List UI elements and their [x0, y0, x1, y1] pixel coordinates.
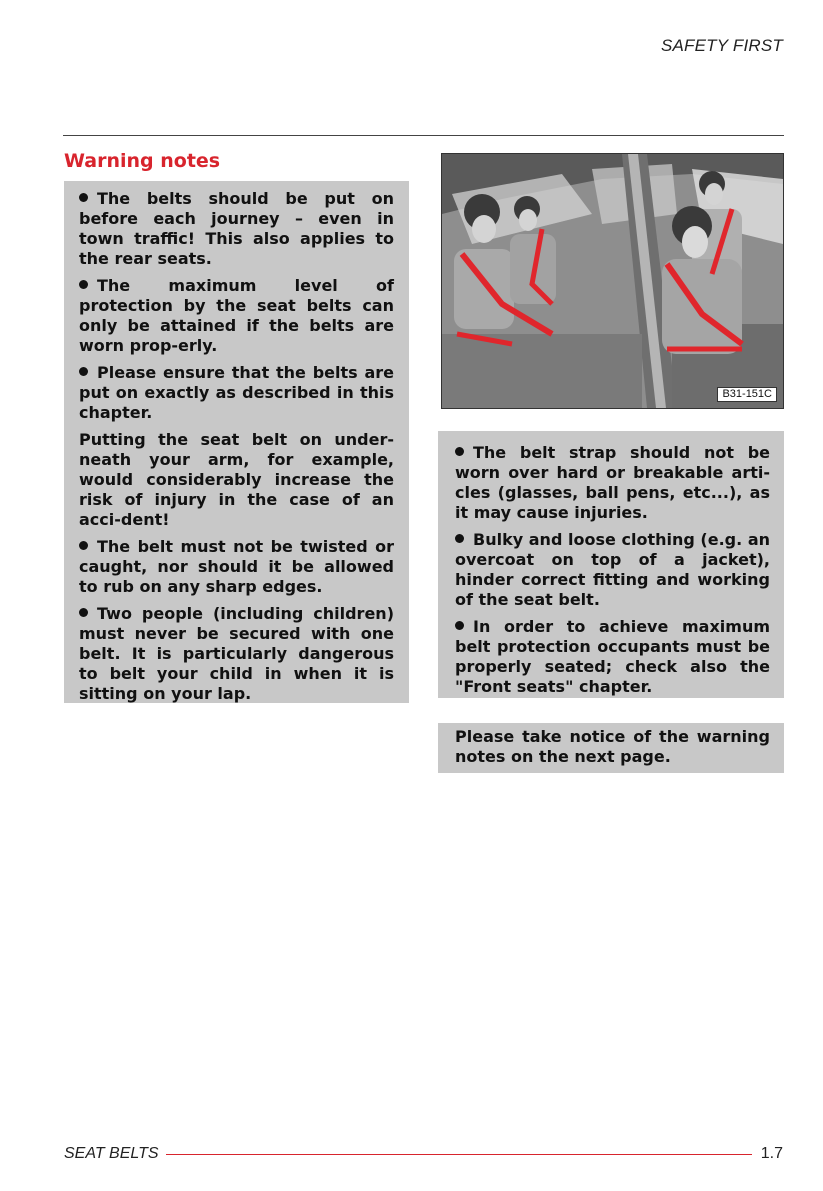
warning-paragraph	[79, 363, 394, 423]
warning-text: Two people (including children) must never be secured with one belt. It is particularly dangerous to belt your child in when it is sitting on your lap.	[79, 604, 394, 703]
bullet-dot-icon	[455, 534, 464, 543]
bullet-dot-icon	[79, 608, 88, 617]
header-rule	[63, 135, 784, 136]
warning-paragraph	[79, 537, 394, 597]
warning-paragraph	[455, 443, 770, 523]
warning-text: In order to achieve maximum belt protection occupants must be properly seated; check also the "Front seats" chapter.	[455, 617, 770, 696]
warning-text: The belts should be put on before each journey – even in town traffic! This also applies to the rear seats.	[79, 189, 394, 268]
warning-paragraph	[79, 276, 394, 356]
warning-text: The belt must not be twisted or caught, nor should it be allowed to rub on any sharp edges.	[79, 537, 394, 596]
bullet-dot-icon	[79, 280, 88, 289]
warning-text: Putting the seat belt on under-neath your arm, for example, would considerably increase the risk of injury in the case of an acci-dent!	[79, 430, 394, 529]
notice-panel	[438, 723, 784, 773]
bullet-dot-icon	[79, 541, 88, 550]
warning-text: The belt strap should not be worn over hard or breakable arti-cles (glasses, ball pens, etc...), as it may cause injuries.	[455, 443, 770, 522]
warning-paragraph	[455, 530, 770, 610]
warning-paragraph	[79, 604, 394, 704]
warning-text: Please ensure that the belts are put on exactly as described in this chapter.	[79, 363, 394, 422]
page-number: 1.7	[760, 1145, 783, 1162]
warning-panel-right	[438, 431, 784, 698]
warning-paragraph	[79, 430, 394, 530]
warning-paragraph	[79, 189, 394, 269]
section-heading: Warning notes	[64, 150, 221, 172]
header-title: SAFETY FIRST	[660, 36, 783, 55]
notice-text: Please take notice of the warning notes on the next page.	[455, 727, 770, 766]
bullet-dot-icon	[455, 447, 464, 456]
warning-paragraph	[455, 617, 770, 697]
footer-rule	[166, 1154, 752, 1155]
footer-section: SEAT BELTS	[64, 1145, 159, 1162]
car-interior-drawing	[442, 154, 783, 408]
figure-code-label: B31-151C	[717, 387, 777, 402]
bullet-dot-icon	[455, 621, 464, 630]
warning-panel-left	[64, 181, 409, 703]
seat-belt-illustration	[441, 153, 784, 409]
bullet-dot-icon	[79, 367, 88, 376]
warning-text: The maximum level of protection by the seat belts can only be attained if the belts are worn prop-erly.	[79, 276, 394, 355]
bullet-dot-icon	[79, 193, 88, 202]
warning-text: Bulky and loose clothing (e.g. an overcoat on top of a jacket), hinder correct fitting and working of the seat belt.	[455, 530, 770, 609]
